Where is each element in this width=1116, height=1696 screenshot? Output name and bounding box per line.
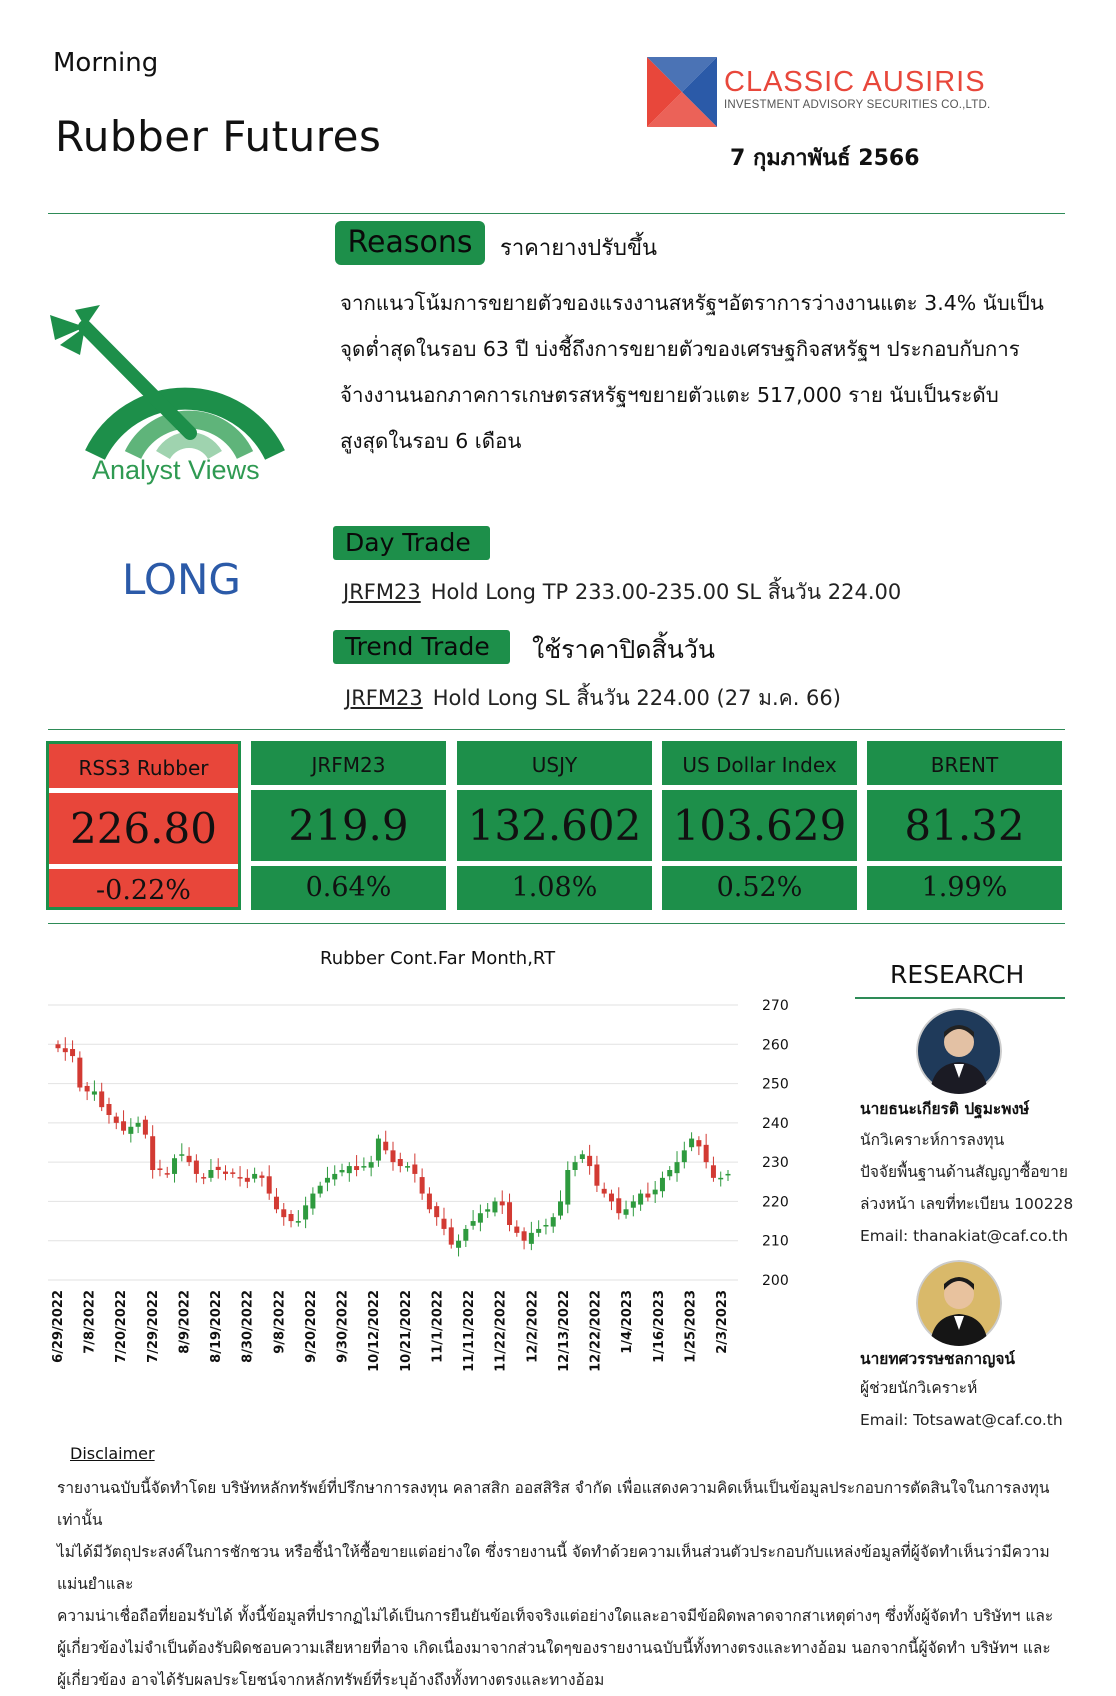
divider — [48, 729, 1065, 730]
tile-change: -0.22% — [96, 875, 191, 906]
analyst-photo-2 — [916, 1260, 1002, 1346]
x-tick-label: 7/8/2022 — [82, 1290, 98, 1354]
tile-rss3 — [46, 741, 241, 910]
x-tick-label: 8/30/2022 — [240, 1290, 256, 1363]
candle-body — [594, 1165, 599, 1186]
tile-label: US Dollar Index — [682, 753, 837, 777]
rubber-price-chart — [48, 985, 848, 1440]
analyst-email: Email: thanakiat@caf.co.th — [860, 1227, 1069, 1245]
candle-body — [558, 1201, 563, 1215]
day-trade-contract: JRFM23 — [343, 580, 421, 604]
candle-body — [704, 1145, 709, 1162]
candle-body — [274, 1197, 279, 1210]
header-morning: Morning — [53, 48, 159, 78]
tile-label: RSS3 Rubber — [78, 756, 209, 780]
candle-body — [99, 1091, 104, 1107]
x-tick-label: 11/1/2022 — [430, 1290, 446, 1363]
candle-body — [602, 1189, 607, 1194]
candle-body — [565, 1170, 570, 1205]
reasons-badge: Reasons — [335, 221, 485, 265]
candle-body — [310, 1194, 315, 1209]
x-tick-label: 1/25/2023 — [683, 1290, 699, 1363]
reasons-line: จุดต่ำสุดในรอบ 63 ปี บ่งชี้ถึงการขยายตัวของเศรษฐกิจสหรัฐฯ ประกอบกับการ — [340, 337, 1020, 361]
analyst-detail: ผู้ช่วยนักวิเคราะห์ — [860, 1379, 978, 1397]
analyst-name-1: นายธนะเกียรติ ปฐมะพงษ์ — [860, 1100, 1030, 1118]
x-tick-label: 9/8/2022 — [272, 1290, 288, 1354]
candle-body — [434, 1206, 439, 1217]
y-tick-label: 200 — [762, 1273, 789, 1289]
candle-body — [412, 1165, 417, 1174]
reasons-line: สูงสุดในรอบ 6 เดือน — [340, 429, 522, 453]
trend-trade-contract: JRFM23 — [345, 686, 423, 710]
candle-body — [157, 1168, 162, 1170]
analyst-views-label: Analyst Views — [92, 455, 260, 485]
y-tick-label: 210 — [762, 1233, 789, 1250]
tile-change: 0.52% — [716, 872, 803, 903]
signal-direction: LONG — [122, 555, 241, 604]
candle-body — [718, 1178, 723, 1180]
chart-title: Rubber Cont.Far Month,RT — [320, 948, 556, 969]
x-tick-label: 11/11/2022 — [462, 1290, 478, 1372]
tile-value: 103.629 — [672, 801, 847, 850]
tile-usjy — [457, 741, 652, 910]
candle-body — [354, 1166, 359, 1170]
analyst-email: Email: Totsawat@caf.co.th — [860, 1411, 1063, 1429]
candle-body — [238, 1177, 243, 1179]
candle-body — [289, 1214, 294, 1221]
candle-body — [77, 1058, 82, 1088]
analyst-photo-1 — [916, 1008, 1002, 1094]
candle-body — [281, 1209, 286, 1217]
candle-body — [259, 1176, 264, 1178]
candle-body — [631, 1201, 636, 1207]
candle-body — [70, 1049, 75, 1056]
candle-body — [150, 1136, 155, 1170]
y-tick-label: 230 — [762, 1155, 789, 1172]
x-tick-label: 7/20/2022 — [114, 1290, 130, 1363]
candle-body — [696, 1140, 701, 1146]
candle-body — [361, 1166, 366, 1168]
candle-body — [471, 1221, 476, 1226]
candle-body — [711, 1165, 716, 1178]
target-arrow-icon — [45, 305, 285, 465]
trend-trade-note: ใช้ราคาปิดสิ้นวัน — [532, 635, 715, 664]
tile-change: 1.08% — [511, 872, 598, 903]
candle-body — [267, 1176, 272, 1193]
candle-body — [463, 1229, 468, 1241]
x-tick-label: 6/29/2022 — [51, 1290, 66, 1363]
candle-body — [172, 1158, 177, 1174]
disclaimer-line: ผู้เกี่ยวข้อง อาจได้รับผลประโยชน์จากหลักทรัพย์ที่ระบุอ้างถึงทั้งทางตรงและทางอ้อม — [57, 1671, 605, 1689]
candle-body — [456, 1241, 461, 1248]
disclaimer-line: รายงานฉบับนี้จัดทำโดย บริษัทหลักทรัพย์ที่ปรึกษาการลงทุน คลาสสิก ออสสิริส จำกัด เพื่อแสดงความคิดเห็นเป็นข้อมูลประกอบการตัดสินใจในการลงทุนเท่านั้น — [57, 1479, 1050, 1529]
y-tick-label: 260 — [762, 1037, 789, 1054]
candle-body — [179, 1154, 184, 1156]
x-tick-label: 8/9/2022 — [177, 1290, 193, 1354]
page-title: Rubber Futures — [55, 112, 382, 161]
tile-value: 132.602 — [467, 801, 642, 850]
tile-dxy — [662, 741, 857, 910]
analyst-detail: ล่วงหน้า เลขที่ทะเบียน 100228 — [860, 1195, 1074, 1213]
candle-body — [208, 1170, 213, 1178]
candle-body — [85, 1086, 90, 1092]
candle-body — [638, 1194, 643, 1205]
candle-body — [543, 1225, 548, 1227]
candle-body — [383, 1142, 388, 1151]
candle-body — [194, 1161, 199, 1174]
candle-body — [441, 1219, 446, 1229]
candle-body — [420, 1177, 425, 1194]
candle-body — [63, 1048, 68, 1052]
company-logo-icon — [647, 57, 717, 127]
candle-body — [106, 1104, 111, 1115]
report-date: 7 กุมภาพันธ์ 2566 — [730, 146, 920, 171]
analyst-details-1 — [860, 1124, 1073, 1252]
x-tick-label: 10/21/2022 — [398, 1290, 414, 1372]
reasons-line: จากแนวโน้มการขยายตัวของแรงงานสหรัฐฯอัตราการว่างงานแตะ 3.4% นับเป็น — [340, 291, 1044, 315]
candle-body — [318, 1186, 323, 1194]
candle-body — [485, 1209, 490, 1211]
tile-value: 219.9 — [288, 801, 409, 850]
disclaimer-title: Disclaimer — [70, 1444, 155, 1463]
divider — [48, 213, 1065, 214]
candle-body — [645, 1194, 650, 1198]
y-tick-label: 270 — [762, 998, 789, 1014]
candle-body — [587, 1156, 592, 1166]
disclaimer-body — [57, 1472, 1077, 1696]
candle-body — [427, 1194, 432, 1210]
candle-body — [187, 1156, 192, 1162]
tile-value: 81.32 — [904, 801, 1025, 850]
analyst-detail: ปัจจัยพื้นฐานด้านสัญญาซื้อขาย — [860, 1163, 1068, 1181]
candle-body — [201, 1177, 206, 1179]
candle-body — [92, 1091, 97, 1094]
x-tick-label: 1/16/2023 — [651, 1290, 667, 1363]
candle-body — [689, 1139, 694, 1148]
tile-brent — [867, 741, 1062, 910]
y-tick-label: 220 — [762, 1194, 789, 1211]
x-tick-label: 9/30/2022 — [335, 1290, 351, 1363]
x-tick-label: 11/22/2022 — [493, 1290, 509, 1372]
candle-body — [114, 1117, 119, 1123]
candle-body — [340, 1170, 345, 1172]
candle-body — [252, 1174, 257, 1179]
candle-body — [500, 1201, 505, 1205]
x-tick-label: 8/19/2022 — [209, 1290, 225, 1363]
divider — [48, 923, 1065, 924]
candle-body — [609, 1194, 614, 1202]
tile-label: BRENT — [930, 753, 999, 777]
reasons-headline: ราคายางปรับขึ้น — [500, 236, 658, 261]
trend-trade-text: Hold Long SL สิ้นวัน 224.00 (27 ม.ค. 66) — [432, 686, 841, 710]
x-tick-label: 7/29/2022 — [145, 1290, 161, 1363]
candle-body — [478, 1213, 483, 1222]
day-trade-text: Hold Long TP 233.00-235.00 SL สิ้นวัน 224.00 — [430, 580, 902, 604]
candle-body — [391, 1150, 396, 1162]
x-tick-label: 12/22/2022 — [588, 1290, 604, 1372]
brand-subtitle: INVESTMENT ADVISORY SECURITIES CO.,LTD. — [724, 99, 991, 111]
x-tick-label: 12/2/2022 — [525, 1290, 541, 1363]
candle-body — [376, 1139, 381, 1161]
candle-body — [580, 1154, 585, 1159]
tile-value: 226.80 — [70, 804, 217, 853]
research-underline — [855, 997, 1065, 999]
candle-body — [551, 1217, 556, 1226]
analyst-details-2 — [860, 1372, 1063, 1436]
trend-trade-line — [345, 682, 841, 715]
brand-name: CLASSIC AUSIRIS — [724, 66, 986, 98]
x-tick-label: 2/3/2023 — [715, 1290, 730, 1354]
candle-body — [165, 1173, 170, 1175]
tile-jrfm23 — [251, 741, 446, 910]
candle-body — [325, 1178, 330, 1183]
candle-body — [369, 1162, 374, 1168]
analyst-name-2: นายทศวรรษชลกาญจน์ — [860, 1350, 1015, 1368]
candle-body — [56, 1044, 61, 1048]
candle-body — [536, 1229, 541, 1233]
x-tick-label: 1/4/2023 — [620, 1290, 636, 1354]
candle-body — [136, 1123, 141, 1127]
tile-change: 1.99% — [921, 872, 1008, 903]
candle-body — [660, 1178, 665, 1191]
research-heading: RESEARCH — [890, 960, 1025, 989]
candle-body — [398, 1159, 403, 1166]
candle-body — [573, 1162, 578, 1170]
disclaimer-line: ไม่ได้มีวัตถุประสงค์ในการชักชวน หรือชี้นำให้ซื้อขายแต่อย่างใด ซึ่งรายงานนี้ จัดทำด้วยความเห็นส่วนตัวประกอบกับแหล่งข้อมูลที่ผู้จัดทำเห็นว่ามีความแม่นยำและ — [57, 1543, 1050, 1593]
candle-body — [624, 1209, 629, 1215]
day-trade-badge: Day Trade — [333, 526, 490, 560]
x-tick-label: 12/13/2022 — [556, 1290, 572, 1372]
candle-body — [216, 1167, 221, 1170]
candle-body — [405, 1166, 410, 1168]
candle-body — [347, 1166, 352, 1173]
trend-trade-badge: Trend Trade — [333, 630, 510, 664]
candle-body — [675, 1162, 680, 1173]
candle-body — [121, 1121, 126, 1130]
candle-body — [522, 1231, 527, 1240]
tile-change: 0.64% — [305, 872, 392, 903]
x-tick-label: 10/12/2022 — [367, 1290, 383, 1372]
candle-body — [223, 1172, 228, 1174]
candle-body — [303, 1205, 308, 1219]
candle-body — [682, 1150, 687, 1162]
candle-body — [507, 1202, 512, 1225]
candle-body — [245, 1178, 250, 1182]
candle-body — [128, 1127, 133, 1134]
candle-body — [143, 1120, 148, 1135]
analyst-detail: นักวิเคราะห์การลงทุน — [860, 1131, 1005, 1149]
disclaimer-line: ความน่าเชื่อถือที่ยอมรับได้ ทั้งนี้ข้อมูลที่ปรากฏไม่ได้เป็นการยืนยันข้อเท็จจริงแต่อย่างใดและอาจมีข้อผิดพลาดจากสาเหตุต่างๆ ซึ่งทั้งผู้จัดทำ บริษัทฯ และ — [57, 1607, 1054, 1625]
reasons-line: จ้างงานนอกภาคการเกษตรสหรัฐฯขยายตัวแตะ 517,000 ราย นับเป็นระดับ — [340, 383, 999, 407]
disclaimer-line: ผู้เกี่ยวข้องไม่จำเป็นต้องรับผิดชอบความเสียหายที่อาจ เกิดเนื่องมาจากส่วนใดๆของรายงานฉบับนี้ทั้งทางตรงและทางอ้อม นอกจากนี้ผู้จัดทำ บริษัทฯ และ — [57, 1639, 1051, 1657]
candle-body — [726, 1174, 731, 1176]
tile-label: USJY — [531, 753, 578, 777]
candle-body — [492, 1201, 497, 1212]
candle-body — [230, 1172, 235, 1174]
candle-body — [667, 1170, 672, 1176]
candle-body — [514, 1227, 519, 1233]
candle-body — [296, 1221, 301, 1223]
y-tick-label: 240 — [762, 1115, 789, 1132]
candle-body — [653, 1190, 658, 1195]
candle-body — [449, 1227, 454, 1244]
reasons-body — [340, 280, 1100, 464]
day-trade-line — [343, 576, 901, 609]
candle-body — [616, 1198, 621, 1213]
candle-body — [529, 1233, 534, 1244]
y-tick-label: 250 — [762, 1076, 789, 1093]
tile-label: JRFM23 — [311, 753, 386, 777]
candle-body — [332, 1174, 337, 1180]
x-tick-label: 9/20/2022 — [303, 1290, 319, 1363]
